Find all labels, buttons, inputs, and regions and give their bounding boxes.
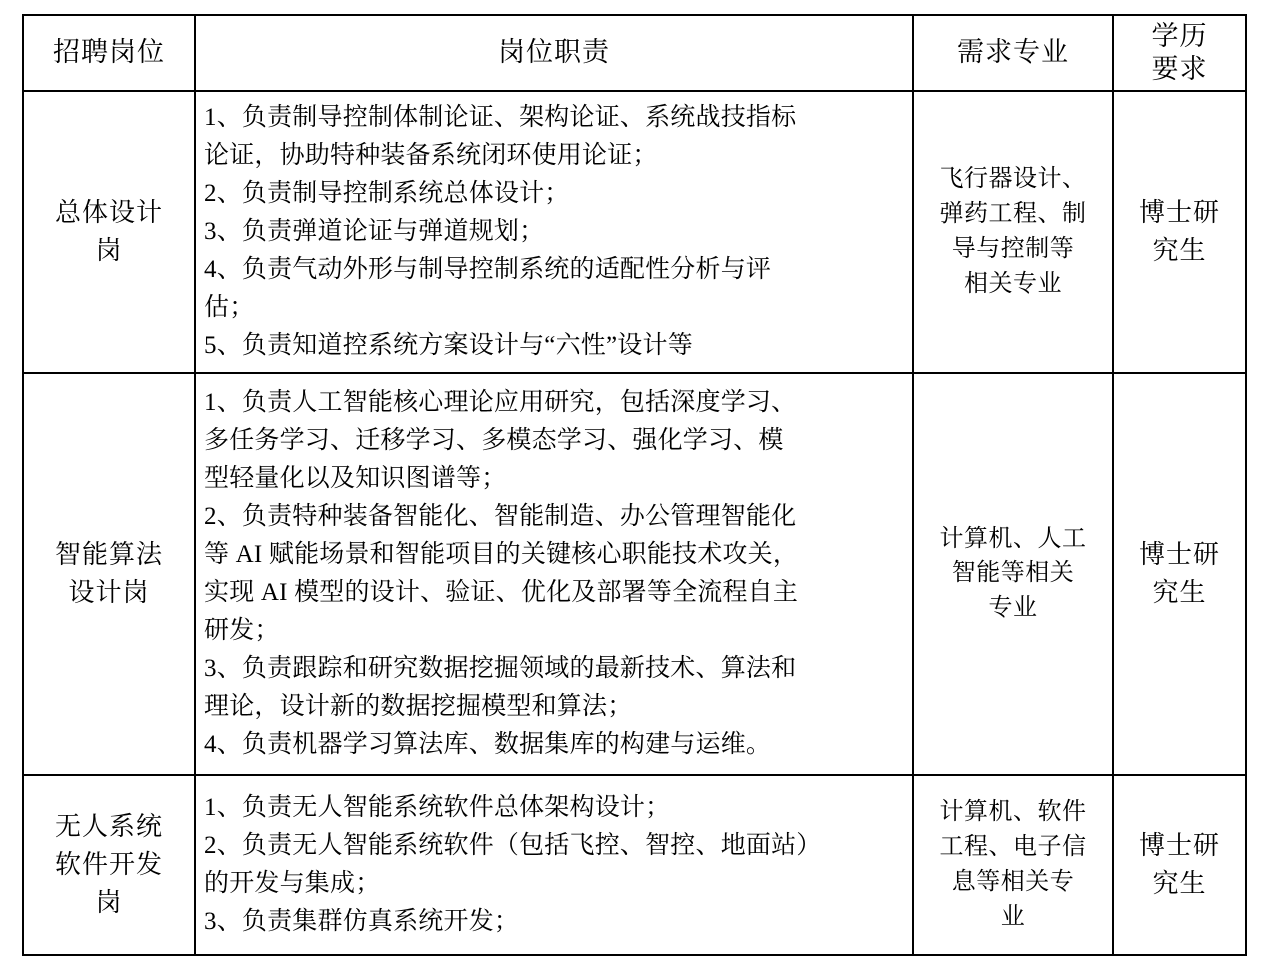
duty-line: 1、负责制导控制体制论证、架构论证、系统战技指标: [204, 103, 797, 131]
major-line: 工程、电子信: [939, 834, 1087, 861]
duty-line: 论证，协助特种装备系统闭环使用论证；: [204, 141, 658, 169]
education-line: 究生: [1152, 235, 1207, 265]
position-line: 无人系统: [54, 812, 163, 842]
major-line: 业: [1000, 903, 1026, 930]
cell-major: [913, 775, 1113, 955]
duty-line: 4、负责机器学习算法库、数据集库的构建与运维。: [204, 730, 772, 758]
education-line: 博士研: [1138, 831, 1220, 861]
cell-major: [913, 373, 1113, 775]
cell-position: [23, 775, 195, 955]
column-header-duty: 岗位职责: [195, 15, 913, 91]
table-body: [23, 91, 1246, 955]
table-header: [23, 15, 1246, 91]
education-line: 究生: [1152, 868, 1207, 898]
duty-line: 等 AI 赋能场景和智能项目的关键核心职能技术攻关，: [204, 540, 799, 568]
duty-line: 型轻量化以及知识图谱等；: [204, 464, 507, 492]
cell-duty: [195, 775, 913, 955]
cell-education: [1113, 91, 1246, 373]
duty-line: 3、负责弹道论证与弹道规划；: [204, 217, 545, 245]
cell-education: [1113, 775, 1246, 955]
duty-line: 2、负责无人智能系统软件（包括飞控、智控、地面站）: [204, 831, 822, 859]
duty-line: 多任务学习、迁移学习、多模态学习、强化学习、模: [204, 426, 784, 454]
education-line: 博士研: [1138, 198, 1220, 228]
duty-line: 1、负责无人智能系统软件总体架构设计；: [204, 793, 671, 821]
position-line: 岗: [95, 235, 123, 265]
recruitment-table: [22, 14, 1247, 956]
table-row: [23, 373, 1246, 775]
major-line: 弹药工程、制: [939, 201, 1087, 228]
duty-line: 1、负责人工智能核心理论应用研究，包括深度学习、: [204, 388, 797, 416]
major-line: 计算机、软件: [939, 799, 1087, 826]
major-line: 飞行器设计、: [939, 166, 1087, 193]
table-row: [23, 775, 1246, 955]
cell-position: [23, 91, 195, 373]
column-header-position: 招聘岗位: [23, 15, 195, 91]
major-line: 相关专业: [964, 270, 1062, 297]
column-header-education: [1113, 15, 1246, 91]
major-line: 息等相关专: [951, 868, 1075, 895]
major-line: 导与控制等: [951, 235, 1075, 262]
duty-line: 研发；: [204, 616, 280, 644]
cell-duty: [195, 373, 913, 775]
duty-line: 3、负责集群仿真系统开发；: [204, 907, 520, 935]
column-header-major: 需求专业: [913, 15, 1113, 91]
table-row: [23, 91, 1246, 373]
duty-line: 的开发与集成；: [204, 869, 381, 897]
cell-duty: [195, 91, 913, 373]
cell-position: [23, 373, 195, 775]
column-header-education-line2: 要求: [1151, 53, 1208, 84]
major-line: 智能等相关: [951, 560, 1075, 587]
duty-line: 4、负责气动外形与制导控制系统的适配性分析与评: [204, 255, 772, 283]
duty-line: 2、负责特种装备智能化、智能制造、办公管理智能化: [204, 502, 797, 530]
column-header-education-line1: 学历: [1151, 21, 1208, 51]
major-line: 计算机、人工: [939, 525, 1087, 552]
position-line: 岗: [95, 887, 123, 917]
table-header-row: [23, 15, 1246, 91]
duty-line: 理论，设计新的数据挖掘模型和算法；: [204, 692, 633, 720]
duty-line: 实现 AI 模型的设计、验证、优化及部署等全流程自主: [204, 578, 799, 606]
position-line: 总体设计: [54, 198, 163, 228]
cell-education: [1113, 373, 1246, 775]
position-line: 智能算法: [54, 540, 163, 570]
education-line: 究生: [1152, 577, 1207, 607]
position-line: 软件开发: [54, 850, 163, 880]
cell-major: [913, 91, 1113, 373]
major-line: 专业: [988, 595, 1038, 622]
duty-line: 5、负责知道控系统方案设计与“六性”设计等: [204, 331, 693, 359]
position-line: 设计岗: [68, 577, 150, 607]
education-line: 博士研: [1138, 540, 1220, 570]
duty-line: 估；: [204, 293, 255, 321]
duty-line: 2、负责制导控制系统总体设计；: [204, 179, 570, 207]
duty-line: 3、负责跟踪和研究数据挖掘领域的最新技术、算法和: [204, 654, 797, 682]
